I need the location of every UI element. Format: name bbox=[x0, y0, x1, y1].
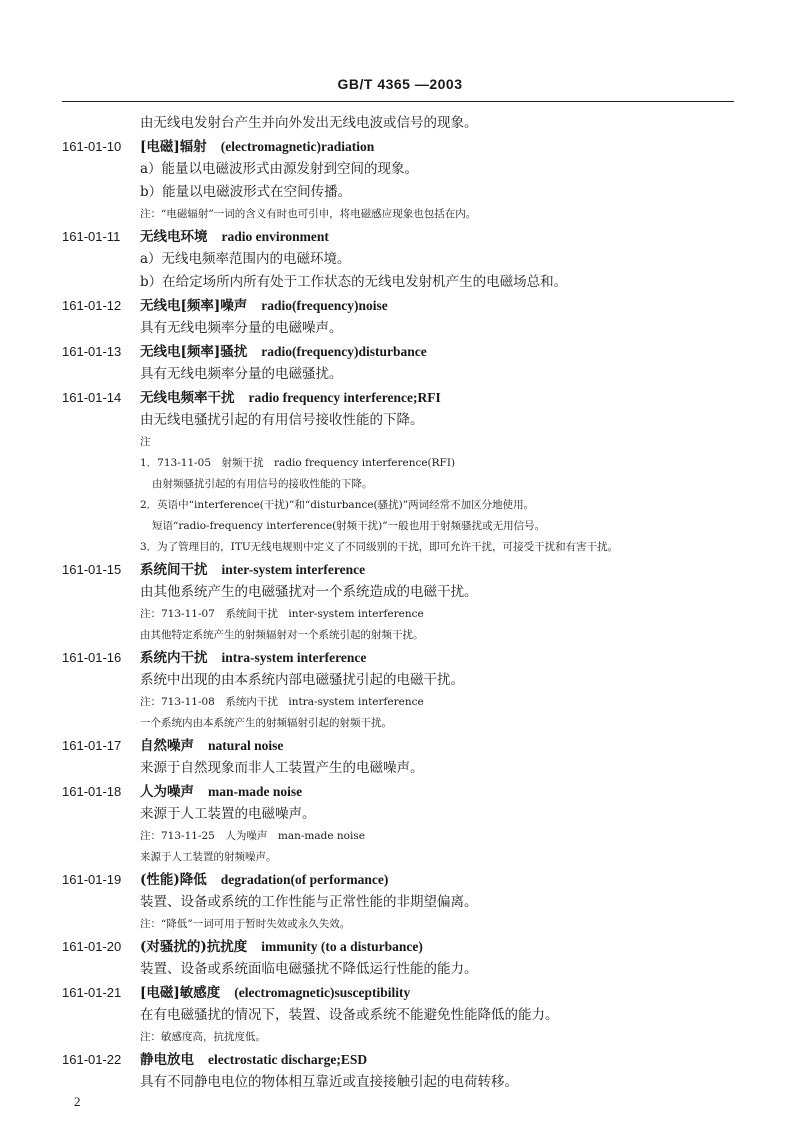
term-heading bbox=[140, 135, 374, 159]
note-text: 注 bbox=[140, 436, 151, 448]
definition-text: 系统中出现的由本系统内部电磁骚扰引起的电磁干扰。 bbox=[140, 672, 464, 688]
term-entry bbox=[62, 294, 722, 317]
definition-line bbox=[62, 181, 722, 204]
definition-text: 装置、设备或系统面临电磁骚扰不降低运行性能的能力。 bbox=[140, 961, 478, 977]
note-line bbox=[62, 516, 722, 537]
term-entry bbox=[62, 1048, 722, 1071]
term-heading bbox=[140, 558, 365, 582]
note-line bbox=[62, 537, 722, 558]
definition-text: a）无线电频率范围内的电磁环境。 bbox=[140, 251, 351, 267]
note-line bbox=[62, 914, 722, 935]
term-entry bbox=[62, 340, 722, 363]
note-line bbox=[62, 474, 722, 495]
definition-line bbox=[62, 363, 722, 386]
term-entry bbox=[62, 780, 722, 803]
term-english: immunity (to a disturbance) bbox=[261, 939, 423, 954]
note-line bbox=[62, 847, 722, 868]
term-heading bbox=[140, 780, 302, 804]
term-chinese: 无线电频率干扰 bbox=[140, 390, 235, 406]
note-line bbox=[62, 826, 722, 847]
note-text: 注：“降低”一词可用于暂时失效或永久失效。 bbox=[140, 918, 351, 930]
note-text: 注：“电磁辐射”一词的含义有时也可引申，将电磁感应现象也包括在内。 bbox=[140, 208, 477, 220]
definition-text: 具有无线电频率分量的电磁噪声。 bbox=[140, 320, 343, 336]
note-text: 由其他特定系统产生的射频辐射对一个系统引起的射频干扰。 bbox=[140, 629, 424, 641]
page-number: 2 bbox=[74, 1094, 81, 1109]
note-line bbox=[62, 495, 722, 516]
definition-line bbox=[62, 409, 722, 432]
term-number: 161-01-11 bbox=[62, 229, 121, 244]
term-heading bbox=[140, 386, 441, 410]
term-number: 161-01-13 bbox=[62, 344, 122, 359]
term-english: (electromagnetic)radiation bbox=[220, 139, 375, 154]
term-heading bbox=[140, 935, 423, 959]
term-number: 161-01-16 bbox=[62, 650, 122, 665]
note-text: 注：敏感度高，抗扰度低。 bbox=[140, 1031, 266, 1043]
definition-line bbox=[62, 891, 722, 914]
definition-line bbox=[62, 581, 722, 604]
note-text: 3．为了管理目的，ITU无线电规则中定义了不同级别的干扰，即可允许干扰，可接受干扰和有害干扰。 bbox=[140, 541, 619, 553]
term-chinese: 人为噪声 bbox=[140, 784, 194, 800]
definition-text: 具有无线电频率分量的电磁骚扰。 bbox=[140, 366, 343, 382]
note-text: 短语“radio-frequency interference(射频干扰)”一般也用于射频骚扰或无用信号。 bbox=[152, 520, 546, 532]
term-heading bbox=[140, 1048, 367, 1072]
note-text: 注：713-11-07 系统间干扰 inter-system interference bbox=[140, 608, 424, 620]
definition-line bbox=[62, 1071, 722, 1094]
term-entry bbox=[62, 981, 722, 1004]
term-number: 161-01-17 bbox=[62, 738, 122, 753]
term-heading bbox=[140, 981, 410, 1005]
term-number: 161-01-14 bbox=[62, 390, 122, 405]
note-line bbox=[62, 625, 722, 646]
term-heading bbox=[140, 734, 283, 758]
header-rule bbox=[62, 101, 734, 102]
term-heading bbox=[140, 225, 329, 249]
definition-line bbox=[62, 248, 722, 271]
definition-line bbox=[62, 317, 722, 340]
term-english: degradation(of performance) bbox=[220, 872, 389, 887]
term-entry bbox=[62, 386, 722, 409]
document-header: GB/T 4365 —2003 bbox=[337, 76, 463, 92]
note-text: 由射频骚扰引起的有用信号的接收性能的下降。 bbox=[152, 478, 373, 490]
term-heading bbox=[140, 294, 388, 318]
term-number: 161-01-20 bbox=[62, 939, 122, 954]
definition-text: 由其他系统产生的电磁骚扰对一个系统造成的电磁干扰。 bbox=[140, 584, 478, 600]
term-number: 161-01-22 bbox=[62, 1052, 122, 1067]
term-chinese: 静电放电 bbox=[140, 1052, 194, 1068]
definition-line bbox=[62, 112, 722, 135]
term-english: radio environment bbox=[221, 229, 329, 244]
term-heading bbox=[140, 646, 366, 670]
note-line bbox=[62, 604, 722, 625]
term-number: 161-01-21 bbox=[62, 985, 122, 1000]
term-english: inter-system interference bbox=[221, 562, 366, 577]
term-english: radio(frequency)disturbance bbox=[261, 344, 427, 359]
term-chinese: [电磁]辐射 bbox=[140, 139, 207, 155]
definition-text: 具有不同静电电位的物体相互靠近或直接接触引起的电荷转移。 bbox=[140, 1074, 518, 1090]
term-english: (electromagnetic)susceptibility bbox=[234, 985, 411, 1000]
term-entry bbox=[62, 225, 722, 248]
definition-text: 装置、设备或系统的工作性能与正常性能的非期望偏离。 bbox=[140, 894, 478, 910]
term-entry bbox=[62, 935, 722, 958]
note-line bbox=[62, 432, 722, 453]
term-chinese: 无线电[频率]噪声 bbox=[140, 298, 248, 314]
term-entry bbox=[62, 558, 722, 581]
definition-text: a）能量以电磁波形式由源发射到空间的现象。 bbox=[140, 161, 419, 177]
term-entry bbox=[62, 646, 722, 669]
term-entry bbox=[62, 734, 722, 757]
note-text: 来源于人工装置的射频噪声。 bbox=[140, 851, 277, 863]
term-english: man-made noise bbox=[208, 784, 303, 799]
term-chinese: (性能)降低 bbox=[140, 872, 207, 888]
definition-text: b）在给定场所内所有处于工作状态的无线电发射机产生的电磁场总和。 bbox=[140, 274, 568, 290]
term-number: 161-01-15 bbox=[62, 562, 122, 577]
definition-line bbox=[62, 757, 722, 780]
definition-text: 由无线电发射台产生并向外发出无线电波或信号的现象。 bbox=[140, 115, 478, 131]
document-body bbox=[62, 112, 722, 1094]
definition-line bbox=[62, 271, 722, 294]
note-line bbox=[62, 453, 722, 474]
note-text: 一个系统内由本系统产生的射频辐射引起的射频干扰。 bbox=[140, 717, 392, 729]
definition-line bbox=[62, 958, 722, 981]
note-line bbox=[62, 204, 722, 225]
note-text: 注：713-11-08 系统内干扰 intra-system interference bbox=[140, 696, 424, 708]
definition-line bbox=[62, 803, 722, 826]
term-chinese: 自然噪声 bbox=[140, 738, 194, 754]
term-english: natural noise bbox=[208, 738, 284, 753]
definition-text: 由无线电骚扰引起的有用信号接收性能的下降。 bbox=[140, 412, 424, 428]
note-line bbox=[62, 1027, 722, 1048]
definition-text: b）能量以电磁波形式在空间传播。 bbox=[140, 184, 352, 200]
term-entry bbox=[62, 868, 722, 891]
note-text: 1．713-11-05 射频干扰 radio frequency interference(RFI) bbox=[140, 457, 456, 469]
term-chinese: (对骚扰的)抗扰度 bbox=[140, 939, 248, 955]
note-line bbox=[62, 713, 722, 734]
term-english: radio(frequency)noise bbox=[261, 298, 388, 313]
term-chinese: 系统内干扰 bbox=[140, 650, 208, 666]
definition-text: 来源于人工装置的电磁噪声。 bbox=[140, 806, 316, 822]
term-chinese: 系统间干扰 bbox=[140, 562, 208, 578]
term-number: 161-01-19 bbox=[62, 872, 122, 887]
definition-line bbox=[62, 669, 722, 692]
term-number: 161-01-12 bbox=[62, 298, 122, 313]
term-english: electrostatic discharge;ESD bbox=[208, 1052, 368, 1067]
term-chinese: 无线电[频率]骚扰 bbox=[140, 344, 248, 360]
term-english: intra-system interference bbox=[221, 650, 367, 665]
definition-text: 在有电磁骚扰的情况下，装置、设备或系统不能避免性能降低的能力。 bbox=[140, 1007, 559, 1023]
definition-line bbox=[62, 158, 722, 181]
term-chinese: [电磁]敏感度 bbox=[140, 985, 221, 1001]
term-heading bbox=[140, 868, 388, 892]
definition-text: 来源于自然现象而非人工装置产生的电磁噪声。 bbox=[140, 760, 424, 776]
definition-line bbox=[62, 1004, 722, 1027]
term-chinese: 无线电环境 bbox=[140, 229, 208, 245]
term-english: radio frequency interference;RFI bbox=[248, 390, 441, 405]
note-text: 2．英语中“interference(干扰)”和“disturbance(骚扰)”两词经常不加区分地使用。 bbox=[140, 499, 535, 511]
note-text: 注：713-11-25 人为噪声 man-made noise bbox=[140, 830, 365, 842]
term-number: 161-01-10 bbox=[62, 139, 122, 154]
term-entry bbox=[62, 135, 722, 158]
note-line bbox=[62, 692, 722, 713]
term-number: 161-01-18 bbox=[62, 784, 122, 799]
term-heading bbox=[140, 340, 427, 364]
